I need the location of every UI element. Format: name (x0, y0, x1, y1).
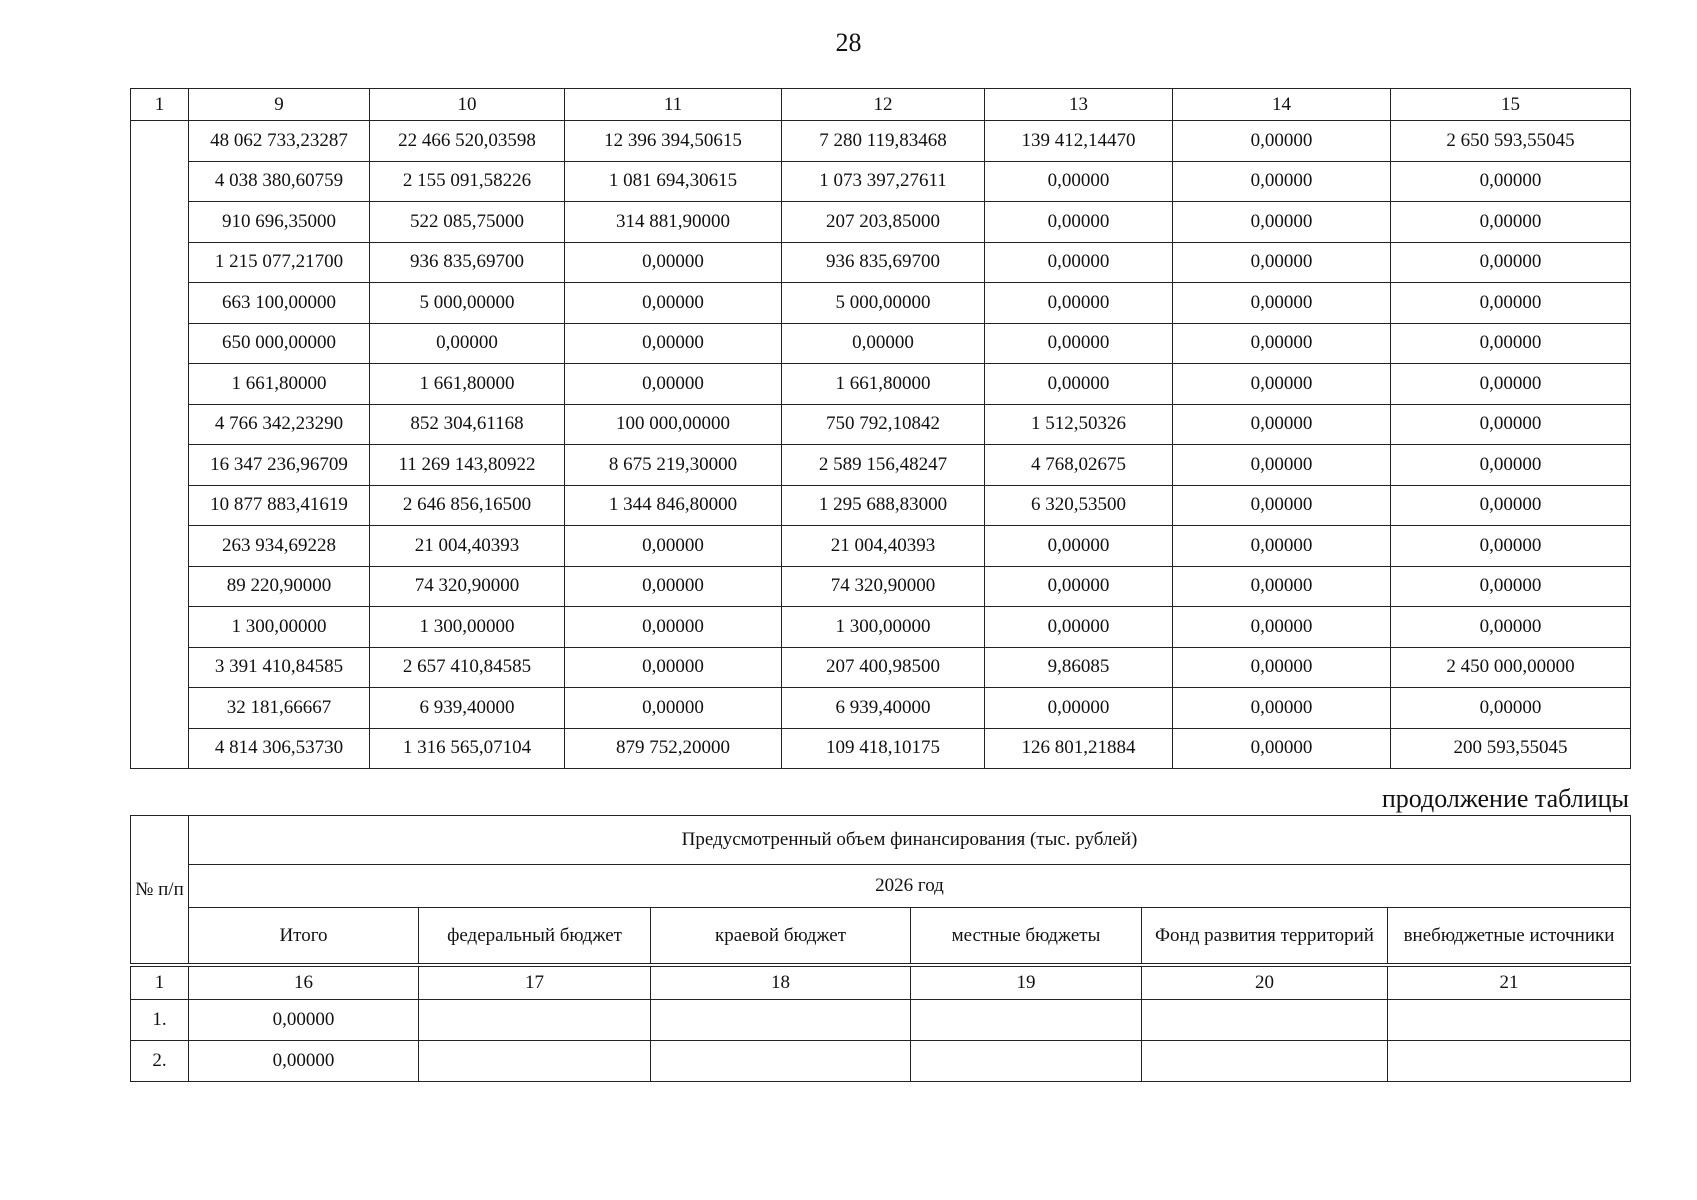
table-cell: 139 412,14470 (985, 121, 1173, 162)
table-cell: 2 155 091,58226 (370, 161, 565, 202)
table-cell (1388, 1000, 1631, 1041)
table-cell: 0,00000 (189, 1041, 419, 1082)
table-cell: 22 466 520,03598 (370, 121, 565, 162)
table-cell: 1 512,50326 (985, 404, 1173, 445)
table-cell: 74 320,90000 (782, 566, 985, 607)
table-cell: 21 004,40393 (782, 526, 985, 567)
row-number-cell (131, 121, 189, 769)
table-cell: 910 696,35000 (189, 202, 370, 243)
column-number: 9 (189, 89, 370, 121)
column-number: 14 (1173, 89, 1391, 121)
table-cell: 0,00000 (1173, 161, 1391, 202)
table-cell: 6 939,40000 (782, 688, 985, 729)
page-number: 28 (835, 28, 862, 57)
table-row (131, 242, 1631, 283)
table-cell (1142, 1041, 1388, 1082)
table-cell: 0,00000 (565, 607, 782, 648)
column-number: 1 (131, 89, 189, 121)
table-cell: 0,00000 (1173, 283, 1391, 324)
table-cell: 0,00000 (1391, 526, 1631, 567)
column-number: 16 (189, 965, 419, 1000)
table-cell: 314 881,90000 (565, 202, 782, 243)
table-cell: 100 000,00000 (565, 404, 782, 445)
table-cell: 0,00000 (1391, 161, 1631, 202)
table-cell: 0,00000 (565, 364, 782, 405)
table-cell: 7 280 119,83468 (782, 121, 985, 162)
table-cell: 0,00000 (565, 242, 782, 283)
table-cell: 0,00000 (1173, 688, 1391, 729)
table-cell: 936 835,69700 (782, 242, 985, 283)
table-cell: 1 661,80000 (782, 364, 985, 405)
table-cell: 0,00000 (985, 242, 1173, 283)
column-number-row (131, 965, 1631, 1000)
table-cell: 0,00000 (565, 647, 782, 688)
table-cell: 10 877 883,41619 (189, 485, 370, 526)
table-cell: 4 814 306,53730 (189, 728, 370, 769)
table-cell: 2 589 156,48247 (782, 445, 985, 486)
table-cell: 0,00000 (1391, 323, 1631, 364)
table-cell: 207 203,85000 (782, 202, 985, 243)
table-cell: 879 752,20000 (565, 728, 782, 769)
column-number: 13 (985, 89, 1173, 121)
column-number-row (131, 89, 1631, 121)
financing-table-continued (130, 88, 1631, 769)
table-cell: 0,00000 (1173, 728, 1391, 769)
table-cell: 0,00000 (985, 607, 1173, 648)
column-number: 17 (419, 965, 651, 1000)
table-cell: 2 657 410,84585 (370, 647, 565, 688)
table-cell: 126 801,21884 (985, 728, 1173, 769)
table-cell: 0,00000 (985, 283, 1173, 324)
table-cell: 263 934,69228 (189, 526, 370, 567)
table-cell: 852 304,61168 (370, 404, 565, 445)
table-cell (1388, 1041, 1631, 1082)
table-cell: 6 939,40000 (370, 688, 565, 729)
table-cell: 0,00000 (985, 161, 1173, 202)
column-number: 21 (1388, 965, 1631, 1000)
table-cell: 0,00000 (565, 688, 782, 729)
table-cell: 663 100,00000 (189, 283, 370, 324)
table-cell: 522 085,75000 (370, 202, 565, 243)
table-row (131, 323, 1631, 364)
table-cell: 6 320,53500 (985, 485, 1173, 526)
table-cell: 0,00000 (1391, 364, 1631, 405)
table-cell: 0,00000 (985, 323, 1173, 364)
column-number: 15 (1391, 89, 1631, 121)
table-cell: 207 400,98500 (782, 647, 985, 688)
header-territory-development-fund: Фонд развития территорий (1142, 908, 1388, 966)
table-cell: 0,00000 (1173, 647, 1391, 688)
table-cell: 3 391 410,84585 (189, 647, 370, 688)
table-cell: 1 073 397,27611 (782, 161, 985, 202)
table-cell: 650 000,00000 (189, 323, 370, 364)
table-cell (419, 1041, 651, 1082)
table-cell: 16 347 236,96709 (189, 445, 370, 486)
table-cell: 0,00000 (985, 202, 1173, 243)
table-cell: 11 269 143,80922 (370, 445, 565, 486)
table-cell: 1 316 565,07104 (370, 728, 565, 769)
column-number: 1 (131, 965, 189, 1000)
table-cell: 5 000,00000 (782, 283, 985, 324)
table-cell: 0,00000 (565, 566, 782, 607)
table-cell: 1 661,80000 (370, 364, 565, 405)
table-cell (911, 1041, 1142, 1082)
table-cell: 2 650 593,55045 (1391, 121, 1631, 162)
table-row (131, 647, 1631, 688)
column-number: 10 (370, 89, 565, 121)
table-cell: 0,00000 (1173, 485, 1391, 526)
column-number: 19 (911, 965, 1142, 1000)
table-cell: 0,00000 (565, 526, 782, 567)
funding-volume-header: Предусмотренный объем финансирования (тыс. рублей) (189, 816, 1631, 865)
table-cell: 21 004,40393 (370, 526, 565, 567)
row-number-header: № п/п (131, 816, 189, 966)
table-cell: 32 181,66667 (189, 688, 370, 729)
table-cell: 8 675 219,30000 (565, 445, 782, 486)
table-cell: 4 038 380,60759 (189, 161, 370, 202)
table-cell: 2 450 000,00000 (1391, 647, 1631, 688)
table-row (131, 161, 1631, 202)
table-row (131, 404, 1631, 445)
table-cell: 2 646 856,16500 (370, 485, 565, 526)
table-row (131, 364, 1631, 405)
column-number: 11 (565, 89, 782, 121)
table-cell: 0,00000 (1173, 323, 1391, 364)
table-cell: 0,00000 (985, 364, 1173, 405)
table-cell: 0,00000 (1391, 404, 1631, 445)
table-cell: 0,00000 (1173, 121, 1391, 162)
header-local-budgets: местные бюджеты (911, 908, 1142, 966)
table-cell: 0,00000 (1391, 688, 1631, 729)
table-cell: 89 220,90000 (189, 566, 370, 607)
table-cell: 0,00000 (985, 526, 1173, 567)
column-number: 18 (651, 965, 911, 1000)
table-cell: 1 300,00000 (782, 607, 985, 648)
table-row (131, 445, 1631, 486)
table-row (131, 1041, 1631, 1082)
table-cell: 1 661,80000 (189, 364, 370, 405)
table-cell: 0,00000 (1173, 566, 1391, 607)
table-cell (651, 1000, 911, 1041)
continuation-label: продолжение таблицы (1381, 784, 1629, 813)
table-row (131, 485, 1631, 526)
column-number: 20 (1142, 965, 1388, 1000)
table-cell: 0,00000 (189, 1000, 419, 1041)
header-regional-budget: краевой бюджет (651, 908, 911, 966)
table-cell: 0,00000 (1391, 566, 1631, 607)
table-cell: 0,00000 (1391, 445, 1631, 486)
table-cell: 0,00000 (1391, 242, 1631, 283)
table-cell: 74 320,90000 (370, 566, 565, 607)
financing-2026-table (130, 815, 1631, 1082)
header-total: Итого (189, 908, 419, 966)
table-cell: 1 344 846,80000 (565, 485, 782, 526)
table-row (131, 1000, 1631, 1041)
table-cell: 4 766 342,23290 (189, 404, 370, 445)
table-cell: 109 418,10175 (782, 728, 985, 769)
table-cell (419, 1000, 651, 1041)
table-cell (911, 1000, 1142, 1041)
table-cell: 0,00000 (1391, 202, 1631, 243)
table-cell: 1 081 694,30615 (565, 161, 782, 202)
table-cell: 12 396 394,50615 (565, 121, 782, 162)
table-row (131, 526, 1631, 567)
header-extrabudgetary-sources: внебюджетные источники (1388, 908, 1631, 966)
table-cell: 0,00000 (1173, 242, 1391, 283)
table-cell: 0,00000 (1391, 283, 1631, 324)
table-cell: 1 295 688,83000 (782, 485, 985, 526)
table-row (131, 283, 1631, 324)
table-cell: 48 062 733,23287 (189, 121, 370, 162)
table-cell: 1. (131, 1000, 189, 1041)
table-cell: 0,00000 (565, 323, 782, 364)
table-cell: 1 300,00000 (189, 607, 370, 648)
table-cell: 0,00000 (782, 323, 985, 364)
table-cell: 0,00000 (1173, 202, 1391, 243)
table-cell: 0,00000 (985, 566, 1173, 607)
table-cell: 5 000,00000 (370, 283, 565, 324)
table-cell: 0,00000 (1173, 404, 1391, 445)
table-row (131, 607, 1631, 648)
header-federal-budget: федеральный бюджет (419, 908, 651, 966)
column-number: 12 (782, 89, 985, 121)
table-row (131, 202, 1631, 243)
table-cell: 9,86085 (985, 647, 1173, 688)
table-cell (651, 1041, 911, 1082)
table-cell: 0,00000 (1173, 364, 1391, 405)
table-cell: 0,00000 (565, 283, 782, 324)
table-cell: 1 300,00000 (370, 607, 565, 648)
table-row (131, 121, 1631, 162)
table-cell: 0,00000 (1173, 445, 1391, 486)
table-cell: 0,00000 (985, 688, 1173, 729)
year-header: 2026 год (189, 865, 1631, 908)
table-cell: 750 792,10842 (782, 404, 985, 445)
table-cell: 936 835,69700 (370, 242, 565, 283)
table-cell: 4 768,02675 (985, 445, 1173, 486)
table-cell: 0,00000 (1391, 607, 1631, 648)
table-row (131, 728, 1631, 769)
table-row (131, 688, 1631, 729)
table-cell: 0,00000 (1173, 526, 1391, 567)
table-cell: 1 215 077,21700 (189, 242, 370, 283)
table-cell: 0,00000 (1173, 607, 1391, 648)
table-cell: 2. (131, 1041, 189, 1082)
table-row (131, 566, 1631, 607)
table-cell: 0,00000 (370, 323, 565, 364)
table-cell: 0,00000 (1391, 485, 1631, 526)
table-cell (1142, 1000, 1388, 1041)
table-cell: 200 593,55045 (1391, 728, 1631, 769)
